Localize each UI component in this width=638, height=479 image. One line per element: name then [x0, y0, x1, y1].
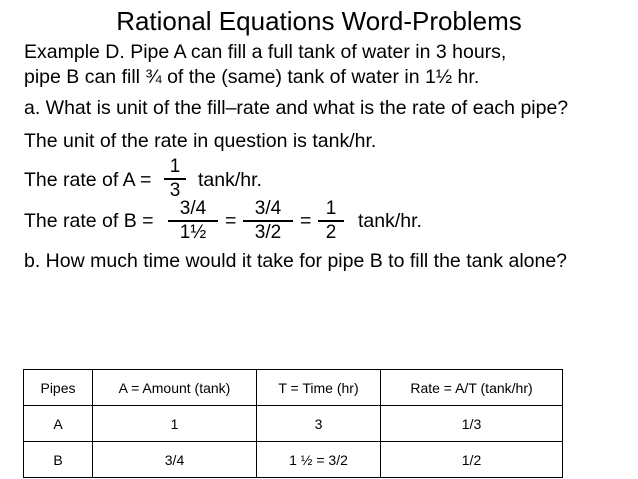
equals-sign-2: = [300, 210, 312, 232]
header-rate: Rate = A/T (tank/hr) [381, 370, 563, 406]
question-b: b. How much time would it take for pipe B to fill the tank alone? [24, 250, 568, 272]
table-row [24, 406, 563, 442]
header-amount: A = Amount (tank) [93, 370, 257, 406]
rate-b-fraction-2 [243, 199, 293, 243]
unit-line: The unit of the rate in question is tank/hr. [24, 130, 377, 152]
rate-a-denominator: 3 [169, 180, 181, 201]
example-line-2: pipe B can fill ¾ of the (same) tank of water in 1½ hr. [24, 66, 480, 88]
rate-b-label: The rate of B = [24, 210, 154, 232]
cell-amount: 1 [93, 406, 257, 442]
cell-time: 1 ½ = 3/2 [257, 442, 381, 478]
table-header-row [24, 370, 563, 406]
table-row [24, 442, 563, 478]
question-a: a. What is unit of the fill–rate and what is the rate of each pipe? [24, 97, 569, 119]
equals-sign-1: = [225, 210, 237, 232]
rate-b-f2-numerator: 3/4 [254, 198, 282, 219]
rate-b-f2-denominator: 3/2 [254, 222, 282, 243]
rate-a-label: The rate of A = [24, 169, 152, 191]
rate-b-f3-denominator: 2 [325, 222, 337, 243]
cell-rate: 1/2 [381, 442, 563, 478]
rate-b-fraction-1 [168, 199, 218, 243]
rate-a-fraction [164, 157, 186, 201]
header-time: T = Time (hr) [257, 370, 381, 406]
rate-b-f1-denominator: 1½ [179, 222, 207, 243]
rate-b-fraction-3 [318, 199, 344, 243]
rate-b-f1-numerator: 3/4 [179, 198, 207, 219]
rate-a-numerator: 1 [169, 156, 181, 177]
header-pipes: Pipes [24, 370, 93, 406]
cell-pipe: B [24, 442, 93, 478]
summary-table [23, 369, 563, 478]
cell-amount: 3/4 [93, 442, 257, 478]
cell-pipe: A [24, 406, 93, 442]
rate-a-unit: tank/hr. [198, 169, 262, 191]
page-title: Rational Equations Word-Problems [116, 6, 522, 36]
rate-b-unit: tank/hr. [358, 210, 422, 232]
rate-b-f3-numerator: 1 [325, 198, 337, 219]
example-line-1: Example D. Pipe A can fill a full tank of water in 3 hours, [24, 41, 507, 63]
cell-time: 3 [257, 406, 381, 442]
cell-rate: 1/3 [381, 406, 563, 442]
